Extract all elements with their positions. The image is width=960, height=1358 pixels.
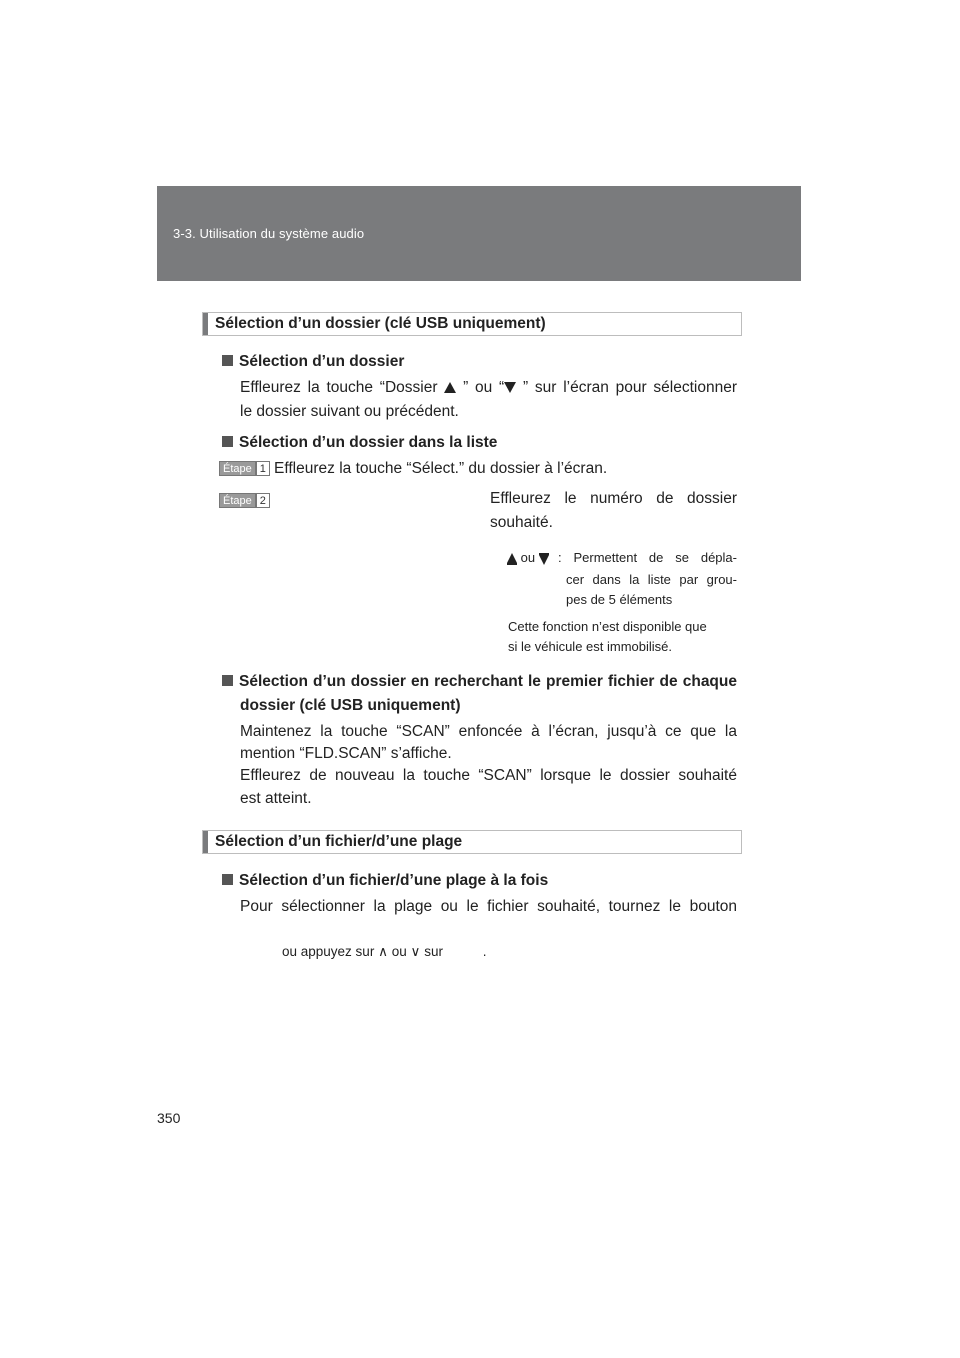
- folder-instruction-line2: le dossier suivant ou précédent.: [240, 403, 459, 420]
- item-heading-scan-line1: Sélection d’un dossier en recherchant le premier fichier de chaque: [222, 670, 737, 694]
- page-down-icon: [539, 553, 549, 565]
- folder-instruction-line1: Effleurez la touche “Dossier ” ou “ ” sur l’écran pour sélectionner: [240, 379, 738, 396]
- caret-up-icon: ∧: [378, 944, 388, 959]
- page-up-icon: [507, 553, 517, 565]
- file-instruction-line1: Pour sélectionner la plage ou le fichier souhaité, tournez le bouton: [240, 898, 737, 915]
- item-heading-scan-line2: dossier (clé USB uniquement): [240, 697, 461, 714]
- scroll-desc-line2: cer dans la liste par grou-: [566, 572, 737, 587]
- scan-p2-line2: est atteint.: [240, 790, 312, 807]
- scan-p2-line1: Effleurez de nouveau la touche “SCAN” lorsque le dossier souhaité: [240, 767, 737, 784]
- scroll-desc-line1: : Permettent de se dépla-: [558, 550, 737, 565]
- caret-down-icon: ∨: [410, 944, 421, 959]
- scroll-arrows-legend: ou: [507, 548, 549, 568]
- page-number: 350: [157, 1110, 181, 1126]
- bullet-square-icon: [222, 874, 233, 885]
- note-line1: Cette fonction n’est disponible que: [508, 619, 707, 634]
- bullet-square-icon: [222, 355, 233, 366]
- section-title: Sélection d’un dossier (clé USB uniquement): [215, 315, 546, 332]
- chapter-section-label: 3-3. Utilisation du système audio: [173, 226, 365, 241]
- section-title-box-file: [202, 830, 742, 854]
- step-badge-1: Étape 1: [219, 461, 270, 476]
- chapter-header-bar: [157, 186, 801, 281]
- step-badge-2: Étape 2: [219, 493, 270, 508]
- step2-text-line2: souhaité.: [490, 514, 553, 531]
- note-line2: si le véhicule est immobilisé.: [508, 639, 673, 654]
- item-heading-folder-list: Sélection d’un dossier dans la liste: [222, 431, 497, 455]
- item-heading-folder: Sélection d’un dossier: [222, 350, 404, 374]
- section-title-box-folder: [202, 312, 742, 336]
- scroll-desc-line3: pes de 5 éléments: [566, 592, 673, 607]
- bullet-square-icon: [222, 436, 233, 447]
- section-title: Sélection d’un fichier/d’une plage: [215, 833, 463, 850]
- step1-text: Effleurez la touche “Sélect.” du dossier à l’écran.: [274, 460, 608, 477]
- arrow-up-icon: [444, 382, 456, 393]
- step2-text-line1: Effleurez le numéro de dossier: [490, 490, 737, 507]
- arrow-down-icon: [504, 382, 516, 393]
- file-instruction-line2: ou appuyez sur ∧ ou ∨ sur .: [282, 944, 487, 959]
- bullet-square-icon: [222, 675, 233, 686]
- scan-p1-line2: mention “FLD.SCAN” s’affiche.: [240, 745, 452, 762]
- item-heading-file: Sélection d’un fichier/d’une plage à la fois: [222, 869, 548, 893]
- scan-p1-line1: Maintenez la touche “SCAN” enfoncée à l’écran, jusqu’à ce que la: [240, 723, 737, 740]
